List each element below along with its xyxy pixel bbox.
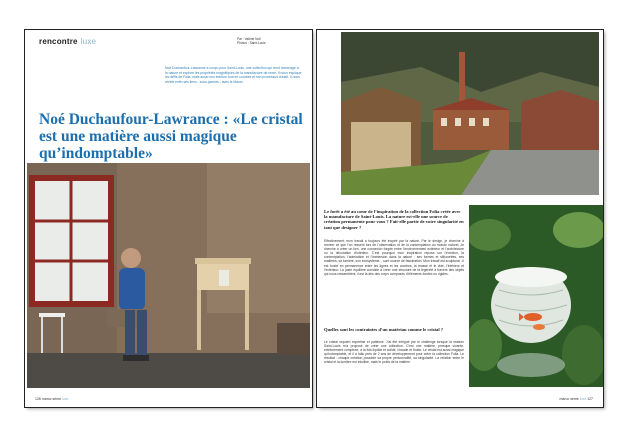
rubric-sublabel: luxe: [80, 37, 97, 46]
page-number: 127: [587, 397, 593, 401]
right-page: [317, 30, 603, 407]
article-credits: [237, 37, 266, 46]
article-headline: Noé Duchaufour-Lawrance : «Le cristal est une matière aussi magique qu’indomptable»: [39, 111, 303, 162]
article-intro: Noé Duchaufour-Lawrance a conçu pour Saint-Louis, une collection qui rend hommage à la nature et explore les propriétés magnifiques de la manufacture de verre. Il nous explique les défis de Folia, mais aussi son écriture tout en courbes et son processus créatif. Il nous révèle enfin ses liens - sous-jacents - avec le Maroc.: [165, 66, 302, 84]
interview-answer-1: Effectivement, mon travail a toujours été inspiré par la nature. Par le design, je cherche à recréer ce que l’on ressent lors de l’observation et de la contemplation du monde naturel. Je cherche à créer un lien, une connexion forgée entre l’environnement extérieur et l’architecture ou la décoration d’intérieur. C’est pourquoi mon inspiration repose sur l’émotion, la contemplation, l’admiration et l’immersion dans la nature : ses formes et silhouettes, ses matières, sa lumière, son écosystème... sont source de fascination. Mon travail est sculptural : il est fondé en permanence entre les lignes et les courbes, la masse et le vide, l’intérieur et l’extérieur. La juste équilibre consiste à créer une structure de la légèreté à travers des objets qui nous ressemblent, il est là dès des corps composés d’éléments fondés ou rigides.: [324, 239, 464, 276]
interview-answer-2: Le cristal requiert expertise et patience. J’ai été intrigué par le challenge lorsque la maison Saint-Louis m’a proposé de créer une collection. C’est une matière, presque vivante, extrêmement complexe, à la fois liquide et solide, chaude et froide. Le cristal est aussi magique qu’indomptable, et il a fallu près de 2 ans de développement pour créer la collection Folia. Le résultat : chaque création possède sa propre personnalité, sa singularité. La relation entre le cristal et la lumière est intuitive, mais le poids de la matière: [324, 340, 464, 365]
crystal-vase-photo: [469, 205, 603, 387]
magazine-section: luxe: [579, 397, 587, 401]
designer-portrait-image: [27, 163, 310, 388]
folia-crystal-vase-image: [469, 205, 603, 387]
page-folio-right: [560, 397, 594, 401]
rubric-label: rencontre: [39, 37, 78, 46]
magazine-section: luxe: [62, 397, 69, 401]
author-credit: Par : Valérie Noll: [237, 37, 261, 41]
section-rubric: [39, 37, 96, 46]
magazine-name: maroc sème: [41, 397, 62, 401]
page-folio-left: [35, 397, 69, 401]
designer-portrait-photo: [27, 163, 310, 388]
magazine-name: maroc sème: [559, 397, 579, 401]
interview-question-2: Quelles sont les contraintes d’un matériau comme le cristal ?: [324, 327, 444, 332]
interview-question-1: Le forêt a été au cœur de l’inspiration de la collection Folia créée avec la manufacture de Saint-Louis. La nature est-elle une source de création permanente pour vous ? Fait-elle partie de votre singularité en tant que designer ?: [324, 209, 464, 230]
saint-louis-village-image: [341, 32, 599, 195]
page-number: 126: [35, 397, 41, 401]
photo-credit: Photos : Saint-Louis: [237, 41, 266, 46]
left-page: [25, 30, 312, 407]
village-photo: [341, 32, 599, 195]
